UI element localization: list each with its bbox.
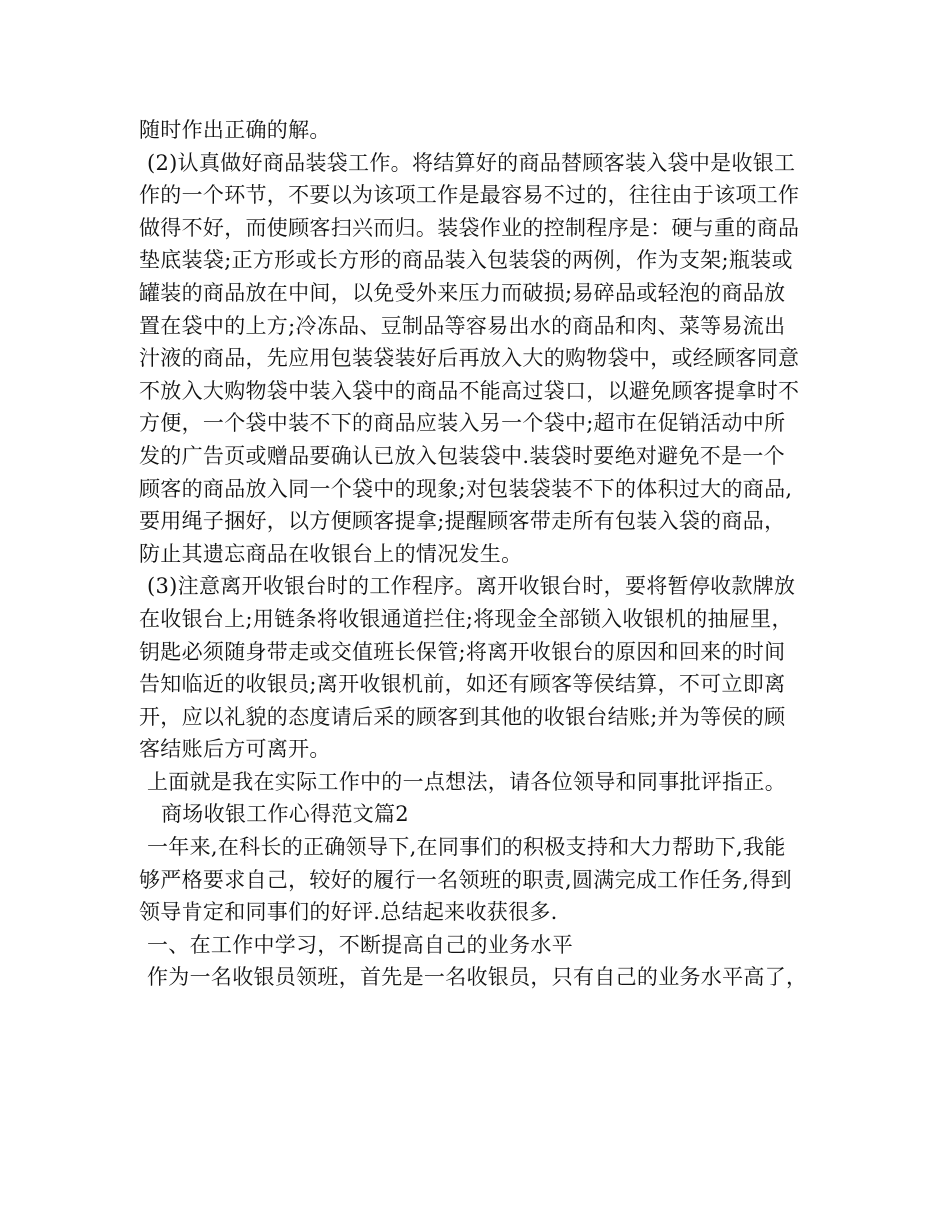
text-line: 置在袋中的上方;冷冻品、豆制品等容易出水的商品和肉、菜等易流出 bbox=[139, 313, 786, 338]
subsection-heading: 一、在工作中学习，不断提高自己的业务水平 bbox=[147, 932, 573, 957]
paragraph-start-line: 作为一名收银员领班，首先是一名收银员，只有自己的业务水平高了， bbox=[147, 965, 808, 990]
section-heading: 商场收银工作心得范文篇2 bbox=[161, 802, 409, 827]
paragraph-start-line: 一年来,在科长的正确领导下,在同事们的积极支持和大力帮助下,我能 bbox=[147, 835, 786, 860]
text-line: 汁液的商品，先应用包装袋装好后再放入大的购物袋中，或经顾客同意 bbox=[139, 346, 800, 371]
text-line: 够严格要求自己，较好的履行一名领班的职责,圆满完成工作任务,得到 bbox=[139, 867, 792, 892]
text-line: 作的一个环节，不要以为该项工作是最容易不过的，往往由于该项工作 bbox=[139, 183, 800, 208]
text-line: 钥匙必须随身带走或交值班长保管;将离开收银台的原因和回来的时间 bbox=[139, 639, 786, 664]
paragraph-start-line: (3)注意离开收银台时的工作程序。离开收银台时，要将暂停收款牌放 bbox=[147, 574, 796, 599]
text-line: 方便，一个袋中装不下的商品应装入另一个袋中;超市在促销活动中所 bbox=[139, 411, 786, 436]
document-body bbox=[139, 114, 819, 994]
text-line: 防止其遗忘商品在收银台上的情况发生。 bbox=[139, 541, 523, 566]
paragraph-start-line: (2)认真做好商品装袋工作。将结算好的商品替顾客装入袋中是收银工 bbox=[147, 150, 796, 175]
text-line: 做得不好，而使顾客扫兴而归。装袋作业的控制程序是：硬与重的商品 bbox=[139, 215, 800, 240]
text-line: 垫底装袋;正方形或长方形的商品装入包装袋的两例，作为支架;瓶装或 bbox=[139, 248, 793, 273]
text-line: 顾客的商品放入同一个袋中的现象;对包装袋装不下的体积过大的商品, bbox=[139, 476, 793, 501]
text-line: 告知临近的收银员;离开收银机前，如还有顾客等侯结算，不可立即离 bbox=[139, 672, 786, 697]
text-line: 客结账后方可离开。 bbox=[139, 737, 331, 762]
text-line: 在收银台上;用链条将收银通道拦住;将现金全部锁入收银机的抽屉里， bbox=[139, 606, 793, 631]
text-line: 开，应以礼貌的态度请后采的顾客到其他的收银台结账;并为等侯的顾 bbox=[139, 704, 786, 729]
text-line: 要用绳子捆好，以方便顾客提拿;提醒顾客带走所有包装入袋的商品， bbox=[139, 509, 786, 534]
text-line: 不放入大购物袋中装入袋中的商品不能高过袋口，以避免顾客提拿时不 bbox=[139, 378, 800, 403]
text-line: 罐装的商品放在中间，以免受外来压力而破损;易碎品或轻泡的商品放 bbox=[139, 280, 786, 305]
text-line: 领导肯定和同事们的好评.总结起来收获很多. bbox=[139, 900, 558, 925]
text-line: 随时作出正确的解。 bbox=[139, 118, 331, 142]
text-line: 发的广告页或赠品要确认已放入包装袋中.装袋时要绝对避免不是一个 bbox=[139, 443, 785, 468]
paragraph-start-line: 上面就是我在实际工作中的一点想法，请各位领导和同事批评指正。 bbox=[147, 769, 786, 794]
